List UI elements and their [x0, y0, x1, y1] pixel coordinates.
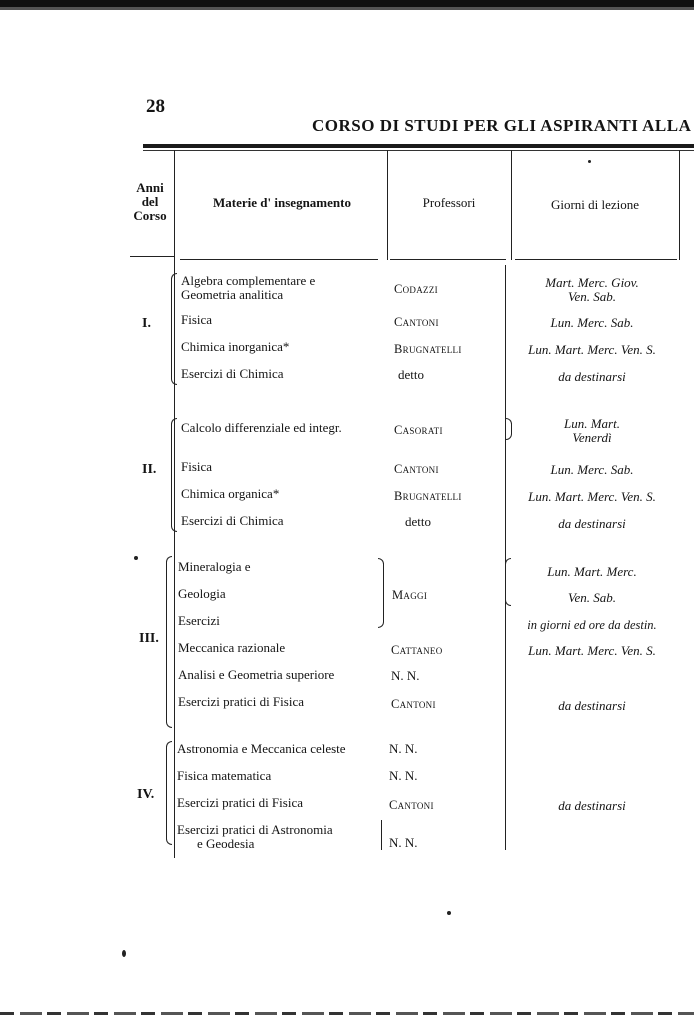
column-rule-2 [387, 150, 388, 260]
running-head: CORSO DI STUDI PER GLI ASPIRANTI ALLA [312, 116, 692, 135]
scan-top-edge-shadow [0, 7, 694, 10]
professor-cell: N. N. [391, 668, 420, 683]
days-cell: Lun. Mart. Merc. [547, 564, 637, 579]
subject-cell: Esercizi di Chimica [181, 513, 284, 528]
column-rule-6 [381, 820, 382, 850]
professor-cell: Codazzi [394, 282, 438, 296]
year-label: III. [139, 631, 159, 646]
column-rule-4 [679, 150, 680, 260]
days-cell: Ven. Sab. [567, 590, 617, 605]
professor-cell: Cattaneo [391, 643, 443, 657]
year-label: IV. [137, 787, 155, 802]
header-giorni: Giorni di lezione [550, 197, 640, 212]
days-line: Venerdì [572, 430, 612, 445]
ink-speck [447, 911, 451, 915]
days-cell [508, 276, 676, 304]
header-underline-materie [180, 259, 378, 260]
days-cell: da destinarsi [558, 369, 626, 384]
days-cell: da destinarsi [558, 516, 626, 531]
year-brace [166, 556, 172, 728]
subject-cell: Astronomia e Meccanica celeste [177, 741, 346, 756]
column-rule-5 [505, 265, 506, 850]
header-anni-line3: Corso [133, 208, 167, 223]
subject-cell: Chimica organica* [181, 486, 280, 501]
header-rule-thin [143, 150, 694, 151]
header-underline-giorni [515, 259, 677, 260]
ink-speck [588, 160, 591, 163]
professor-cell: Casorati [394, 423, 443, 437]
column-rule-3 [511, 150, 512, 260]
scan-bottom-edge [0, 1012, 694, 1015]
subject-cell [177, 823, 333, 851]
subject-cell: Chimica inorganica* [181, 339, 290, 354]
subject-cell: Fisica matematica [177, 768, 272, 783]
subject-line: Geometria analitica [181, 287, 284, 302]
days-line: Mart. Merc. Giov. [545, 275, 639, 290]
subject-line: Esercizi pratici di Astronomia [177, 822, 333, 837]
subject-cell: Meccanica razionale [178, 640, 286, 655]
subject-cell: Esercizi [178, 613, 220, 628]
header-underline-professori [390, 259, 506, 260]
days-cell: Lun. Mart. Merc. Ven. S. [528, 489, 656, 504]
subject-cell [181, 274, 315, 302]
professor-cell: Cantoni [391, 697, 436, 711]
professor-cell: Cantoni [389, 798, 434, 812]
days-cell [508, 417, 676, 445]
subject-cell: Fisica [181, 312, 213, 327]
professor-cell: N. N. [389, 835, 418, 850]
header-underline-anni [130, 256, 174, 257]
professor-cell: Brugnatelli [394, 489, 462, 503]
subject-line: Algebra complementare e [181, 273, 316, 288]
days-cell: Lun. Merc. Sab. [550, 462, 634, 477]
professor-cell: detto [405, 514, 431, 529]
header-anni-line2: del [141, 194, 159, 209]
professor-cell: detto [398, 367, 424, 382]
subject-line: e Geodesia [197, 836, 255, 851]
subject-cell: Analisi e Geometria superiore [178, 667, 335, 682]
days-cell: da destinarsi [558, 798, 626, 813]
year-label: II. [142, 462, 157, 477]
professor-cell: Maggi [392, 588, 428, 602]
subject-cell: Esercizi pratici di Fisica [177, 795, 303, 810]
subject-cell: Fisica [181, 459, 213, 474]
subject-cell: Geologia [178, 586, 226, 601]
days-line: Ven. Sab. [567, 289, 617, 304]
year-brace [171, 418, 177, 532]
days-line: Lun. Mart. [564, 416, 620, 431]
subject-cell: Calcolo differenziale ed integr. [181, 420, 342, 435]
days-cell: in giorni ed ore da destin. [527, 618, 657, 632]
professor-cell: Brugnatelli [394, 342, 462, 356]
professor-cell: Cantoni [394, 315, 439, 329]
days-cell: Lun. Mart. Merc. Ven. S. [528, 643, 656, 658]
ink-speck [122, 950, 126, 957]
professor-cell: N. N. [389, 741, 418, 756]
header-rule-thick [143, 144, 694, 148]
days-cell: Lun. Merc. Sab. [550, 315, 634, 330]
ink-speck [134, 556, 138, 560]
year-brace [166, 741, 172, 845]
year-label: I. [142, 316, 151, 331]
subject-cell: Esercizi pratici di Fisica [178, 694, 304, 709]
header-professori: Professori [422, 195, 476, 210]
header-materie: Materie d' insegnamento [213, 195, 351, 210]
scan-top-edge [0, 0, 694, 7]
header-anni [128, 181, 172, 223]
year-brace [171, 273, 177, 385]
days-cell: Lun. Mart. Merc. Ven. S. [528, 342, 656, 357]
subject-cell: Esercizi di Chimica [181, 366, 284, 381]
page-number: 28 [146, 96, 165, 117]
days-cell: da destinarsi [558, 698, 626, 713]
professor-cell: N. N. [389, 768, 418, 783]
header-anni-line1: Anni [136, 180, 164, 195]
subject-cell: Mineralogia e [178, 559, 251, 574]
professor-cell: Cantoni [394, 462, 439, 476]
professor-brace [378, 558, 384, 628]
